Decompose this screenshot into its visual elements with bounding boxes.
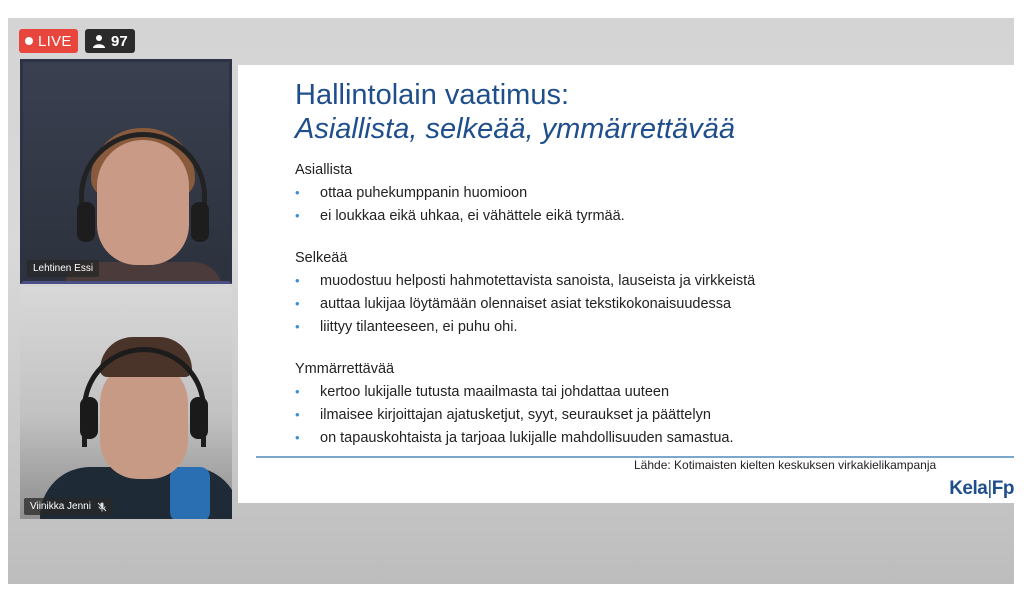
bullet-item (295, 405, 734, 425)
bullet-text: ottaa puhekumppanin huomioon (320, 185, 528, 201)
bullet-icon: • (295, 208, 300, 223)
bullet-text: ilmaisee kirjoittajan ajatusketjut, syyt, seuraukset ja päättelyn (320, 407, 711, 423)
bullet-item (295, 382, 734, 402)
slide-title: Hallintolain vaatimus: (295, 79, 570, 111)
participant-name-tag (27, 260, 99, 277)
headset-ear-right (191, 202, 209, 242)
bullet-icon: • (295, 319, 300, 334)
bullet-item (295, 428, 734, 448)
slide-section-asiallista (295, 160, 625, 229)
mic-muted-icon (97, 502, 107, 512)
video-figure-collar (170, 467, 210, 519)
live-badge (19, 29, 78, 53)
participant-name: Viinikka Jenni (30, 501, 91, 512)
bullet-icon: • (295, 273, 300, 288)
slide-subtitle: Asiallista, selkeää, ymmärrettävää (295, 113, 735, 145)
stream-stage (8, 18, 1014, 584)
person-icon (92, 34, 106, 48)
bullet-text: muodostuu helposti hahmotettavista sanoista, lauseista ja virkkeistä (320, 273, 756, 289)
bullet-item (295, 317, 755, 337)
live-dot-icon (25, 37, 33, 45)
bullet-text: auttaa lukijaa löytämään olennaiset asiat tekstikokonaisuudessa (320, 296, 732, 312)
slide-source: Lähde: Kotimaisten kielten keskuksen virkakielikampanja (634, 458, 937, 472)
headset-ear-left (80, 397, 98, 439)
bullet-item (295, 271, 755, 291)
live-label: LIVE (38, 32, 72, 50)
bullet-item (295, 183, 625, 203)
headset-band (79, 132, 207, 232)
bullet-icon: • (295, 185, 300, 200)
bullet-item (295, 294, 755, 314)
slide-section-selkeaa (295, 248, 755, 340)
participant-video-1[interactable] (20, 59, 232, 284)
headset-ear-left (77, 202, 95, 242)
bullet-icon: • (295, 407, 300, 422)
participant-name-tag (24, 498, 113, 515)
kela-logo (949, 478, 1014, 500)
bullet-text: liittyy tilanteeseen, ei puhu ohi. (320, 319, 518, 335)
section-heading: Selkeää (295, 250, 348, 266)
section-heading: Ymmärrettävää (295, 361, 395, 377)
participant-name: Lehtinen Essi (33, 263, 94, 274)
headset-ear-right (190, 397, 208, 439)
bullet-icon: • (295, 384, 300, 399)
presentation-slide (238, 65, 1014, 503)
viewer-count-badge (85, 29, 135, 53)
logo-right: Fp (991, 478, 1014, 499)
bullet-icon: • (295, 296, 300, 311)
viewer-count: 97 (111, 32, 128, 50)
bullet-item (295, 206, 625, 226)
participant-video-2[interactable] (20, 287, 232, 519)
logo-left: Kela (949, 478, 988, 499)
logo-separator: | (987, 478, 992, 499)
section-heading: Asiallista (295, 162, 353, 178)
slide-section-ymmarrettavaa (295, 359, 734, 451)
bullet-text: kertoo lukijalle tutusta maailmasta tai johdattaa uuteen (320, 384, 670, 400)
bullet-text: on tapauskohtaista ja tarjoaa lukijalle mahdollisuuden samastua. (320, 430, 734, 446)
bullet-text: ei loukkaa eikä uhkaa, ei vähättele eikä tyrmää. (320, 208, 625, 224)
bullet-icon: • (295, 430, 300, 445)
